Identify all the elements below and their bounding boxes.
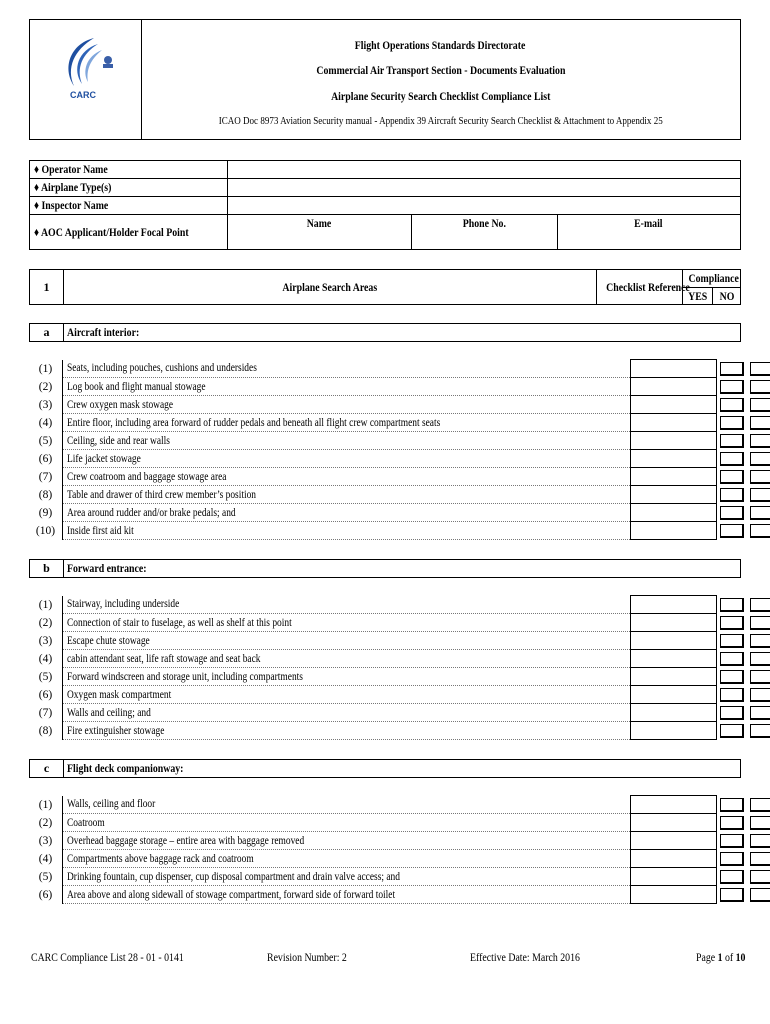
item-number: (6) — [29, 886, 63, 904]
yes-checkbox[interactable] — [720, 506, 744, 520]
item-description: Life jacket stowage — [63, 450, 631, 468]
checklist-row — [29, 360, 770, 378]
no-checkbox[interactable] — [750, 470, 770, 484]
item-description: Inside first aid kit — [63, 522, 631, 540]
no-checkbox[interactable] — [750, 852, 770, 866]
checklist-reference-field[interactable] — [631, 850, 717, 868]
heading-number: 1 — [30, 270, 64, 304]
section-title: Flight deck companionway: — [67, 761, 184, 775]
compliance-no-cell — [747, 704, 770, 722]
item-number: (1) — [29, 796, 63, 814]
footer-revision: Revision Number: 2 — [267, 950, 347, 964]
item-number: (4) — [29, 414, 63, 432]
compliance-yes-cell — [717, 850, 748, 868]
no-checkbox[interactable] — [750, 870, 770, 884]
section-title: Forward entrance: — [67, 561, 147, 575]
compliance-yes-cell — [717, 704, 748, 722]
compliance-no-cell — [747, 614, 770, 632]
checklist-row — [29, 614, 770, 632]
compliance-yes-cell — [717, 814, 748, 832]
item-description: Escape chute stowage — [63, 632, 631, 650]
compliance-no-cell — [747, 668, 770, 686]
checklist-row — [29, 632, 770, 650]
compliance-yes-cell — [717, 414, 748, 432]
item-description: Entire floor, including area forward of rudder pedals and beneath all flight crew compartment seats — [63, 414, 631, 432]
yes-checkbox[interactable] — [720, 398, 744, 412]
checklist-reference-field[interactable] — [631, 668, 717, 686]
no-checkbox[interactable] — [750, 524, 770, 538]
section-b-items — [29, 595, 770, 740]
compliance-no-cell — [747, 486, 770, 504]
compliance-no-cell — [747, 450, 770, 468]
no-checkbox[interactable] — [750, 362, 770, 376]
item-description: Log book and flight manual stowage — [63, 378, 631, 396]
item-number: (3) — [29, 832, 63, 850]
checklist-reference-field[interactable] — [631, 704, 717, 722]
item-description: Area above and along sidewall of stowage compartment, forward side of forward toilet — [63, 886, 631, 904]
compliance-yes-cell — [717, 504, 748, 522]
yes-checkbox[interactable] — [720, 488, 744, 502]
item-description: Walls, ceiling and floor — [63, 796, 631, 814]
compliance-no-cell — [747, 414, 770, 432]
compliance-no-cell — [747, 504, 770, 522]
section-c-header — [29, 759, 741, 778]
checklist-row — [29, 522, 770, 540]
compliance-yes-cell — [717, 432, 748, 450]
carc-logo-icon — [56, 34, 118, 100]
yes-checkbox[interactable] — [720, 634, 744, 648]
yes-checkbox[interactable] — [720, 652, 744, 666]
yes-checkbox[interactable] — [720, 724, 744, 738]
checklist-reference-field[interactable] — [631, 832, 717, 850]
yes-checkbox[interactable] — [720, 816, 744, 830]
yes-checkbox[interactable] — [720, 380, 744, 394]
item-number: (6) — [29, 686, 63, 704]
checklist-reference-field[interactable] — [631, 596, 717, 614]
focal-email-field[interactable] — [557, 232, 740, 250]
item-description: Seats, including pouches, cushions and undersides — [63, 360, 631, 378]
compliance-header — [682, 270, 741, 304]
compliance-no-cell — [747, 686, 770, 704]
checklist-reference-field[interactable] — [631, 450, 717, 468]
no-checkbox[interactable] — [750, 888, 770, 902]
compliance-no-cell — [747, 468, 770, 486]
footer-doc-number: CARC Compliance List 28 - 01 - 0141 — [31, 950, 184, 964]
yes-checkbox[interactable] — [720, 616, 744, 630]
compliance-yes-cell — [717, 868, 748, 886]
yes-checkbox[interactable] — [720, 470, 744, 484]
item-description: Crew coatroom and baggage stowage area — [63, 468, 631, 486]
search-areas-heading — [29, 269, 741, 305]
compliance-yes-cell — [717, 686, 748, 704]
compliance-no-cell — [747, 396, 770, 414]
item-number: (9) — [29, 504, 63, 522]
checklist-row — [29, 468, 770, 486]
item-number: (7) — [29, 468, 63, 486]
item-description: Stairway, including underside — [63, 596, 631, 614]
checklist-row — [29, 704, 770, 722]
item-number: (4) — [29, 850, 63, 868]
yes-checkbox[interactable] — [720, 670, 744, 684]
checklist-reference-field[interactable] — [631, 814, 717, 832]
compliance-no-cell — [747, 850, 770, 868]
yes-checkbox[interactable] — [720, 834, 744, 848]
reference-line: ICAO Doc 8973 Aviation Security manual - Appendix 39 Aircraft Security Search Checklist & Attachment to Appendix 25 — [218, 115, 663, 127]
checklist-reference-field[interactable] — [631, 360, 717, 378]
yes-checkbox[interactable] — [720, 798, 744, 812]
no-checkbox[interactable] — [750, 688, 770, 702]
section-letter: b — [30, 560, 64, 577]
airplane-types-label: ♦ Airplane Type(s) — [30, 179, 228, 197]
yes-checkbox[interactable] — [720, 452, 744, 466]
compliance-yes-cell — [717, 378, 748, 396]
no-checkbox[interactable] — [750, 798, 770, 812]
compliance-yes-cell — [717, 396, 748, 414]
item-number: (8) — [29, 486, 63, 504]
compliance-yes-cell — [717, 722, 748, 740]
compliance-no-cell — [747, 522, 770, 540]
item-description: Walls and ceiling; and — [63, 704, 631, 722]
checklist-row — [29, 432, 770, 450]
checklist-reference-field[interactable] — [631, 614, 717, 632]
compliance-yes-cell — [717, 450, 748, 468]
item-description: Coatroom — [63, 814, 631, 832]
item-description: Oxygen mask compartment — [63, 686, 631, 704]
aoc-focal-point-label: ♦ AOC Applicant/Holder Focal Point — [30, 215, 228, 250]
compliance-yes-cell — [717, 486, 748, 504]
checklist-reference-field[interactable] — [631, 522, 717, 540]
operator-name-label: ♦ Operator Name — [30, 161, 228, 179]
inspector-name-label: ♦ Inspector Name — [30, 197, 228, 215]
compliance-yes-cell — [717, 668, 748, 686]
document-header — [29, 19, 741, 140]
item-number: (5) — [29, 432, 63, 450]
compliance-no-cell — [747, 650, 770, 668]
section-letter: c — [30, 760, 64, 777]
item-description: Overhead baggage storage – entire area with baggage removed — [63, 832, 631, 850]
checklist-row — [29, 832, 770, 850]
yes-checkbox[interactable] — [720, 524, 744, 538]
checklist-reference-field[interactable] — [631, 722, 717, 740]
compliance-no-cell — [747, 432, 770, 450]
item-number: (6) — [29, 450, 63, 468]
checklist-reference-field[interactable] — [631, 486, 717, 504]
inspector-name-field[interactable] — [227, 197, 740, 215]
no-checkbox[interactable] — [750, 724, 770, 738]
compliance-yes-cell — [717, 360, 748, 378]
item-number: (5) — [29, 868, 63, 886]
no-checkbox[interactable] — [750, 398, 770, 412]
heading-areas: Airplane Search Areas — [282, 280, 377, 294]
compliance-yes-cell — [717, 468, 748, 486]
col-name-header: Name — [227, 215, 411, 233]
checklist-reference-field[interactable] — [631, 868, 717, 886]
compliance-no-cell — [747, 814, 770, 832]
no-checkbox[interactable] — [750, 616, 770, 630]
yes-checkbox[interactable] — [720, 434, 744, 448]
operator-name-field[interactable] — [227, 161, 740, 179]
compliance-no-cell — [747, 722, 770, 740]
checklist-row — [29, 668, 770, 686]
yes-checkbox[interactable] — [720, 362, 744, 376]
no-checkbox[interactable] — [750, 598, 770, 612]
checklist-title: Airplane Security Search Checklist Compliance List — [330, 89, 551, 103]
no-checkbox[interactable] — [750, 416, 770, 430]
checklist-reference-field[interactable] — [631, 686, 717, 704]
section-a-header — [29, 323, 741, 342]
checklist-row — [29, 868, 770, 886]
no-checkbox[interactable] — [750, 652, 770, 666]
compliance-yes-cell — [717, 596, 748, 614]
item-number: (3) — [29, 632, 63, 650]
section-letter: a — [30, 324, 64, 341]
item-description: Drinking fountain, cup dispenser, cup disposal compartment and drain valve access; and — [63, 868, 631, 886]
compliance-yes-cell — [717, 522, 748, 540]
compliance-label: Compliance — [683, 270, 741, 288]
checklist-reference-field[interactable] — [631, 468, 717, 486]
checklist-row — [29, 814, 770, 832]
compliance-yes-cell — [717, 650, 748, 668]
focal-phone-field[interactable] — [411, 232, 557, 250]
item-number: (2) — [29, 814, 63, 832]
no-checkbox[interactable] — [750, 670, 770, 684]
checklist-reference-field[interactable] — [631, 886, 717, 904]
item-description: Connection of stair to fuselage, as well as shelf at this point — [63, 614, 631, 632]
checklist-reference-field[interactable] — [631, 378, 717, 396]
item-number: (4) — [29, 650, 63, 668]
item-description: Compartments above baggage rack and coatroom — [63, 850, 631, 868]
item-number: (2) — [29, 614, 63, 632]
item-number: (7) — [29, 704, 63, 722]
item-number: (8) — [29, 722, 63, 740]
no-checkbox[interactable] — [750, 452, 770, 466]
no-checkbox[interactable] — [750, 834, 770, 848]
checklist-row — [29, 504, 770, 522]
item-description: Area around rudder and/or brake pedals; and — [63, 504, 631, 522]
item-number: (3) — [29, 396, 63, 414]
section-c-items — [29, 795, 770, 904]
compliance-yes-cell — [717, 632, 748, 650]
compliance-no-cell — [747, 832, 770, 850]
col-phone-header: Phone No. — [411, 215, 557, 233]
compliance-no-cell — [747, 360, 770, 378]
checklist-reference-field[interactable] — [631, 632, 717, 650]
checklist-reference-field[interactable] — [631, 414, 717, 432]
checklist-row — [29, 396, 770, 414]
section-a-items — [29, 359, 770, 540]
compliance-no-cell — [747, 886, 770, 904]
logo-cell — [30, 20, 142, 139]
checklist-reference-field[interactable] — [631, 396, 717, 414]
item-description: Fire extinguisher stowage — [63, 722, 631, 740]
no-checkbox[interactable] — [750, 706, 770, 720]
yes-checkbox[interactable] — [720, 598, 744, 612]
no-checkbox[interactable] — [750, 488, 770, 502]
item-number: (10) — [29, 522, 63, 540]
item-description: Forward windscreen and storage unit, including compartments — [63, 668, 631, 686]
compliance-yes-cell — [717, 796, 748, 814]
compliance-no-cell — [747, 796, 770, 814]
checklist-row — [29, 650, 770, 668]
checklist-reference-field[interactable] — [631, 796, 717, 814]
item-description: Ceiling, side and rear walls — [63, 432, 631, 450]
no-checkbox[interactable] — [750, 434, 770, 448]
yes-checkbox[interactable] — [720, 852, 744, 866]
airplane-types-field[interactable] — [227, 179, 740, 197]
yes-checkbox[interactable] — [720, 688, 744, 702]
yes-checkbox[interactable] — [720, 706, 744, 720]
yes-checkbox[interactable] — [720, 888, 744, 902]
item-description: Crew oxygen mask stowage — [63, 396, 631, 414]
logo-text: CARC — [70, 90, 96, 100]
heading-checklist-ref: Checklist Reference — [596, 270, 682, 304]
compliance-no-cell — [747, 378, 770, 396]
checklist-row — [29, 486, 770, 504]
compliance-no-cell — [747, 632, 770, 650]
checklist-reference-field[interactable] — [631, 432, 717, 450]
checklist-row — [29, 796, 770, 814]
checklist-row — [29, 378, 770, 396]
yes-checkbox[interactable] — [720, 870, 744, 884]
compliance-yes-cell — [717, 832, 748, 850]
item-number: (2) — [29, 378, 63, 396]
compliance-no-label: NO — [719, 289, 735, 303]
compliance-yes-cell — [717, 886, 748, 904]
directorate-title: Flight Operations Standards Directorate — [355, 38, 526, 52]
no-checkbox[interactable] — [750, 506, 770, 520]
item-number: (1) — [29, 360, 63, 378]
item-number: (1) — [29, 596, 63, 614]
checklist-row — [29, 414, 770, 432]
checklist-row — [29, 596, 770, 614]
item-description: cabin attendant seat, life raft stowage and seat back — [63, 650, 631, 668]
checklist-reference-field[interactable] — [631, 650, 717, 668]
compliance-no-cell — [747, 868, 770, 886]
checklist-row — [29, 886, 770, 904]
checklist-row — [29, 450, 770, 468]
operator-info-table — [29, 160, 741, 250]
focal-name-field[interactable] — [227, 232, 411, 250]
checklist-row — [29, 722, 770, 740]
compliance-no-cell — [747, 596, 770, 614]
no-checkbox[interactable] — [750, 816, 770, 830]
item-description: Table and drawer of third crew member’s position — [63, 486, 631, 504]
compliance-yes-label: YES — [683, 288, 713, 304]
section-title: Commercial Air Transport Section - Documents Evaluation — [315, 63, 566, 77]
checklist-row — [29, 686, 770, 704]
checklist-reference-field[interactable] — [631, 504, 717, 522]
footer-page-number: Page 1 of 10 — [696, 950, 746, 964]
footer-effective-date: Effective Date: March 2016 — [470, 950, 580, 964]
item-number: (5) — [29, 668, 63, 686]
checklist-row — [29, 850, 770, 868]
section-b-header — [29, 559, 741, 578]
no-checkbox[interactable] — [750, 380, 770, 394]
no-checkbox[interactable] — [750, 634, 770, 648]
section-title: Aircraft interior: — [67, 325, 140, 339]
yes-checkbox[interactable] — [720, 416, 744, 430]
col-email-header: E-mail — [557, 215, 740, 233]
compliance-yes-cell — [717, 614, 748, 632]
